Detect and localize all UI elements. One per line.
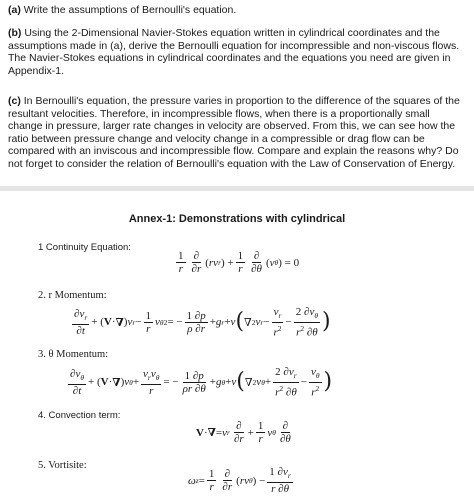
question-c-text: In Bernoulli's equation, the pressure varies in proportion to the difference of the squares of the resultant velocities. Therefore, in incompressible flows, when there is a proportionally small change in pressure, larger rate changes in velocity are observed. From this, we can see how the ratio between pressure change and velocity change in a compressible or drag flow can be compared with an inviscous and incompressible flow. Compare and explain the reasons why? Do not forget to consider the relation of Bernoulli's equation with the Law of Conservation of Energy. [8, 95, 460, 170]
section-divider [0, 186, 474, 191]
vorticity-equation: ω z = $\frac{1}{r}$ $\frac{\partial}{\partial r}$ ( rv θ ) − $\frac{1 \partial v_r}{r \partial\theta}$ [188, 466, 291, 496]
theta-momentum-label: 3. θ Momentum: [38, 349, 109, 360]
question-c-label: (c) [8, 95, 21, 107]
r-momentum-label: 2. r Momentum: [38, 290, 107, 301]
continuity-equation: $\frac{1}{r}$ $\frac{\partial}{\partial r}$ ( rv r ) + $\frac{1}{r}$ $\frac{\partial}{\partial\theta}$ ( v θ ) = 0 [178, 250, 300, 275]
annex-title: Annex-1: Demonstrations with cylindrical [128, 213, 346, 225]
question-a-label: (a) [8, 4, 21, 16]
question-b-text: Using the 2-Dimensional Navier-Stokes equation written in cylindrical coordinates and the assumptions made in (a), derive the Bernoulli equation for incompressible and non-viscous flows. The Navier-Stokes equations in cylindrical coordinates and the equations you need are given in Appendix-1. [8, 27, 460, 77]
question-c [8, 95, 466, 171]
question-b [8, 27, 466, 77]
theta-momentum-equation: $\frac{\partial v_\theta}{\partial t}$ + ( V · ∇ ) v θ + $\frac{v_rv_\theta}{r}$ = − $\frac{1 \partial p}{\rho r \partial\theta}$ + g θ + ν ( ∇ 2 v θ + $\frac{2 \partial v_r}{r^2 \partial\theta}$ − $\frac{v_\theta}{r^2}$ ) [70, 366, 333, 399]
convection-equation: V · ∇ = v r $\frac{\partial}{\partial r}$ + $\frac{1}{r}$ v θ $\frac{\partial}{\partial\theta}$ [196, 420, 291, 445]
question-a [8, 4, 466, 17]
continuity-label: 1 Continuity Equation: [38, 242, 131, 253]
r-momentum-equation: $\frac{\partial v_r}{\partial t}$ + ( V · ∇ ) v r − $\frac{1}{r}$ v θ 2 = − $\frac{1 \partial p}{\rho \partial r}$ + g r + ν ( ∇ 2 v r − $\frac{v_r}{r^2}$ − $\frac{2 \partial v_\theta}{r^2 \partial\theta}$ ) [74, 306, 331, 339]
question-b-label: (b) [8, 27, 22, 39]
vorticity-label: 5. Vortisite: [38, 460, 87, 471]
question-a-text: Write the assumptions of Bernoulli's equation. [23, 4, 237, 16]
convection-label: 4. Convection term: [38, 410, 121, 421]
